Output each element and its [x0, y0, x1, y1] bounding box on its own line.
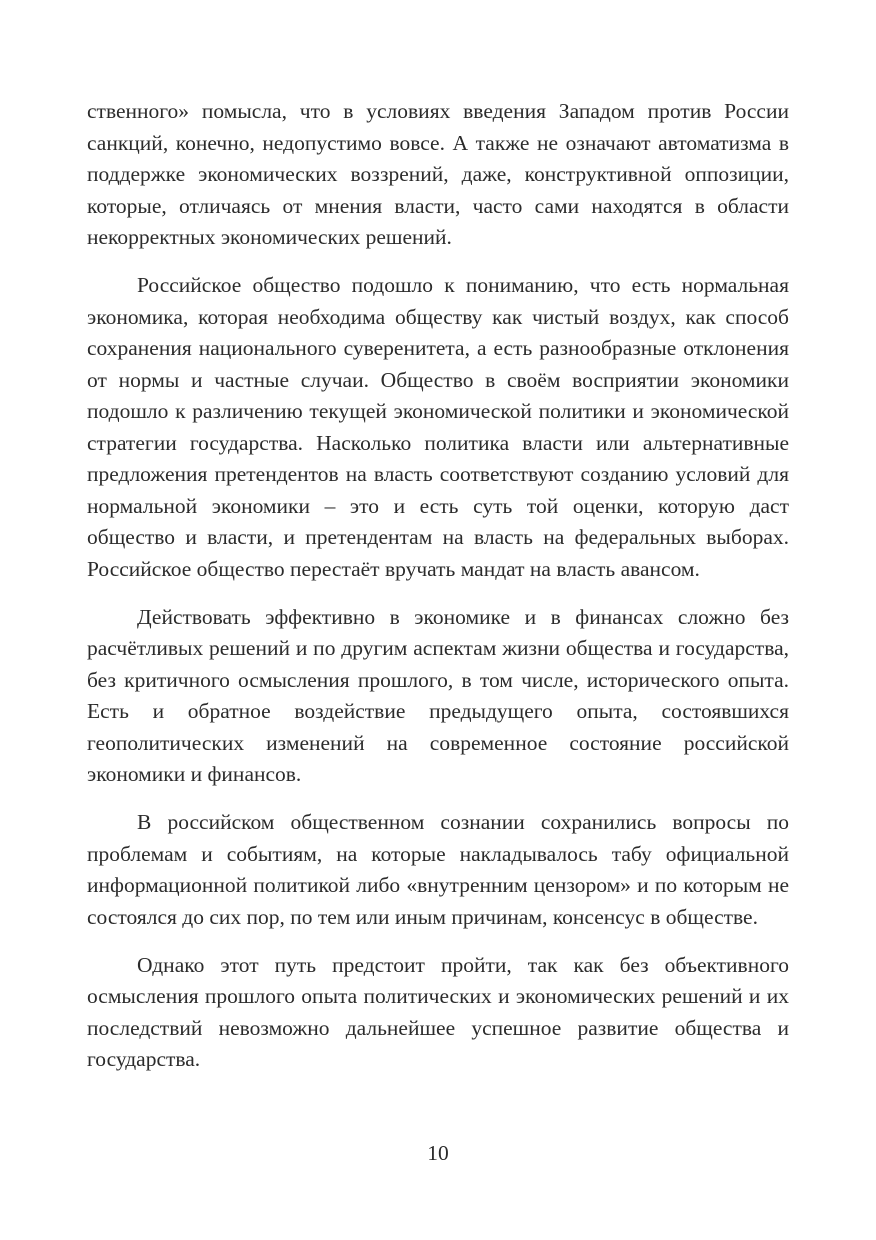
paragraph-continuation: ственного» помысла, что в условиях введения Западом против России санкций, конечно, недопустимо вовсе. А также не означают автоматизма в поддержке экономических воззрений, даже, конструктивной оппозиции, которые, отличаясь от мнения власти, часто сами находятся в области некорректных экономических решений.	[87, 99, 789, 249]
body-text	[87, 96, 789, 1092]
paragraph: Однако этот путь предстоит пройти, так как без объективного осмысления прошлого опыта политических и экономических решений и их последствий невозможно дальнейшее успешное развитие общества и государства.	[87, 952, 789, 1071]
page-number: 10	[427, 1141, 449, 1165]
paragraph: В российском общественном сознании сохранились вопросы по проблемам и событиям, на которые накладывалось табу официальной информационной политикой либо «внутренним цензором» и по которым не состоялся до сих пор, по тем или иным причинам, консенсус в обществе.	[87, 810, 789, 929]
paragraph: Действовать эффективно в экономике и в финансах сложно без расчётливых решений и по другим аспектам жизни общества и государства, без критичного осмысления прошлого, в том числе, исторического опыта. Есть и обратное воздействие предыдущего опыта, состоявшихся геополитических изменений на современное состояние российской экономики и финансов.	[87, 604, 789, 786]
paragraph: Российское общество подошло к пониманию, что есть нормальная экономика, которая необходима обществу как чистый воздух, как способ сохранения национального суверенитета, а есть разнообразные отклонения от нормы и частные случаи. Общество в своём восприятии экономики подошло к различению текущей экономической политики и экономической стратегии государства. Насколько политика власти или альтернативные предложения претендентов на власть соответствуют созданию условий для нормальной экономики – это и есть суть той оценки, которую даст общество и власти, и претендентам на власть на федеральных выборах. Российское общество перестаёт вручать мандат на власть авансом.	[87, 273, 789, 581]
